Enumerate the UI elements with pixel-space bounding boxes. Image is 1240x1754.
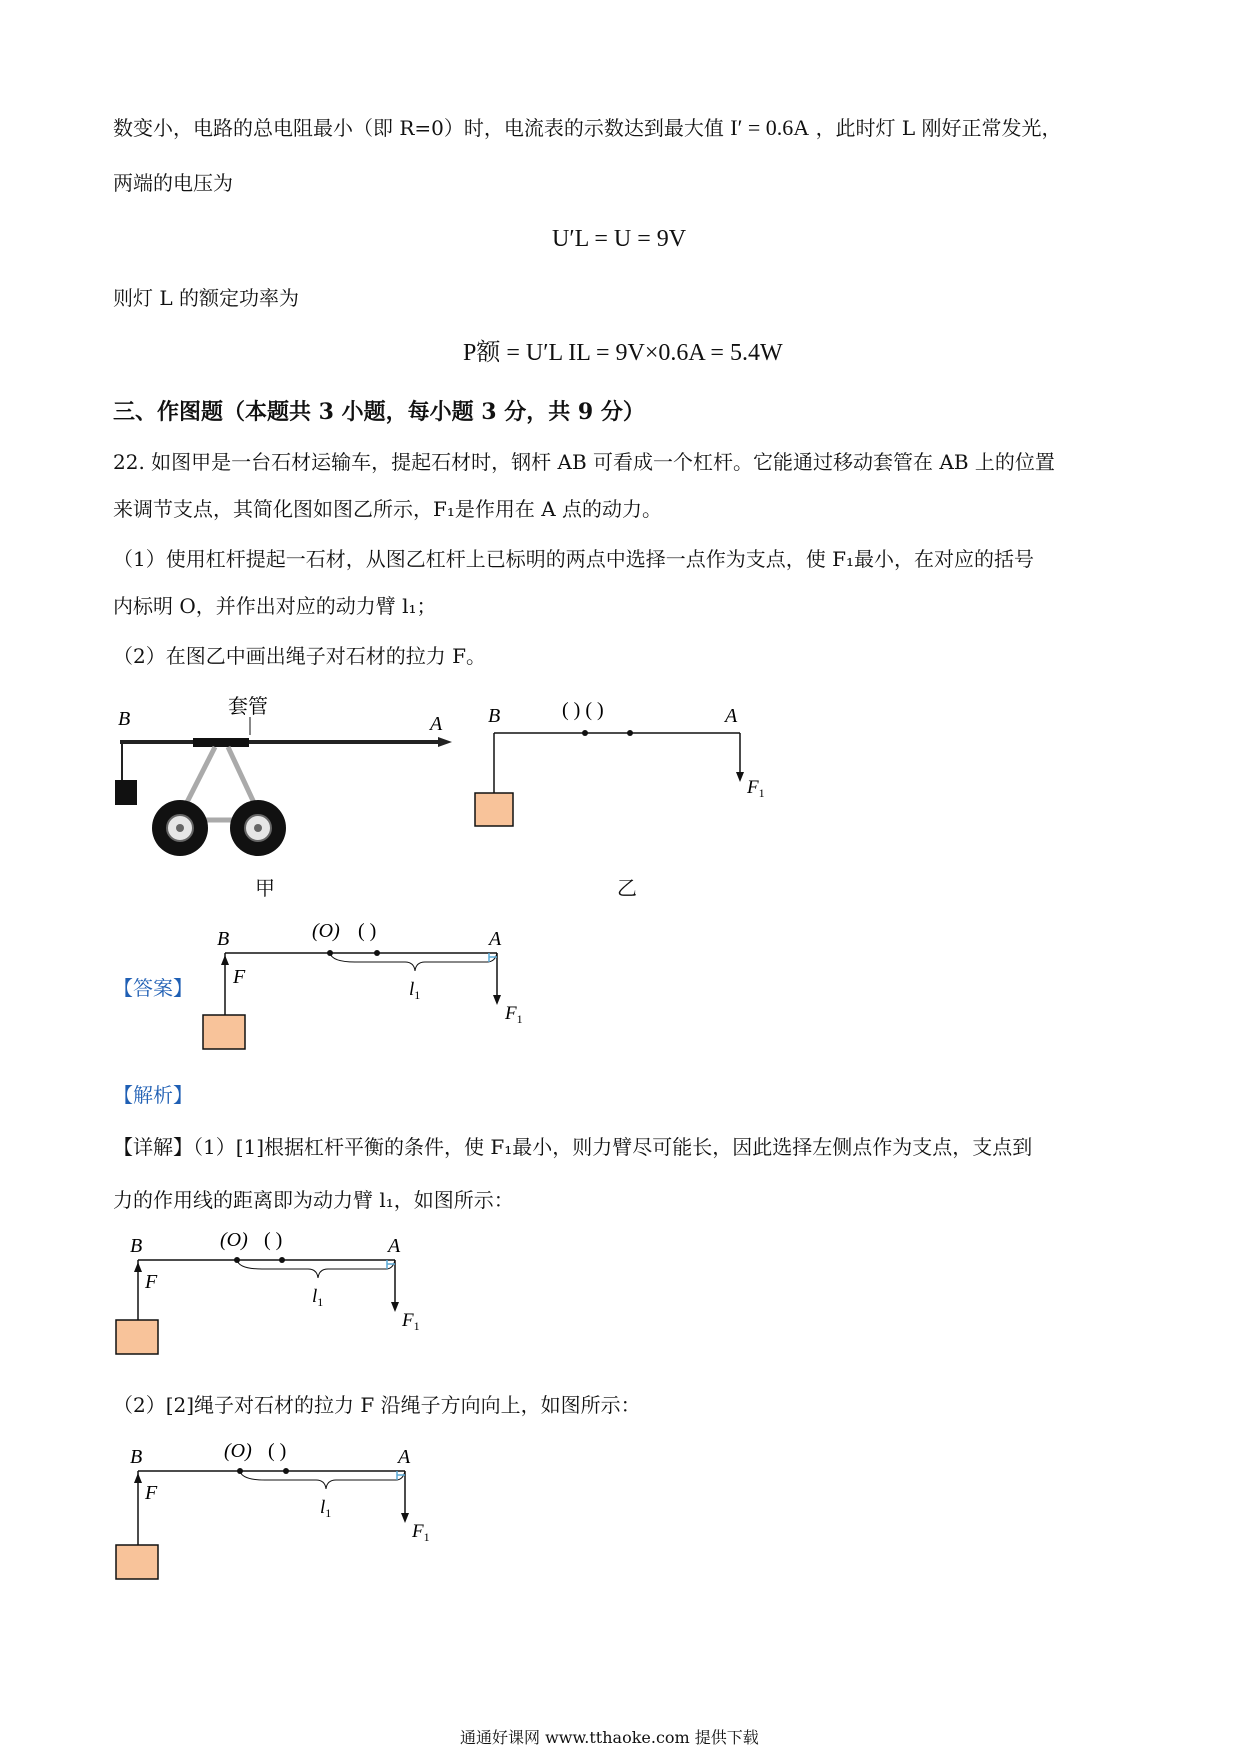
- question-22-part-1-line-2: 内标明 O，并作出对应的动力臂 l₁；: [113, 594, 437, 618]
- stone-block: [116, 1320, 158, 1354]
- answer-tag: 【答案】: [113, 976, 193, 1000]
- other-point: [283, 1468, 289, 1474]
- force-f-arrowhead: [134, 1473, 142, 1483]
- arm-brace: [330, 953, 497, 971]
- para-text-1: 数变小，电路的总电阻最小（即 R=0）时，电流表的示数达到最大值 I′ = 0.6A ，此时灯 L 刚好正常发光，: [113, 115, 1062, 140]
- current-value: I′ = 0.6A: [730, 115, 810, 140]
- label-b: B: [488, 705, 501, 727]
- arm-brace: [237, 1260, 395, 1278]
- force-f1-arrowhead: [736, 772, 744, 782]
- sleeve: [193, 738, 249, 747]
- caption-jia: 甲: [255, 876, 275, 900]
- question-22-line-1: 22. 如图甲是一台石材运输车，提起石材时，钢杆 AB 可看成一个杠杆。它能通过移动套管在 AB 上的位置: [113, 450, 1055, 474]
- question-22-part-1-line-1: （1）使用杠杆提起一石材，从图乙杠杆上已标明的两点中选择一点作为支点，使 F₁最小，在对应的括号: [113, 547, 1034, 571]
- force-f1-arrowhead: [401, 1513, 409, 1523]
- fulcrum-brackets: ( ) ( ): [562, 699, 604, 721]
- detail-line-2: 力的作用线的距离即为动力臂 l₁，如图所示：: [113, 1188, 514, 1212]
- equation-voltage: U′L = U = 9V: [552, 226, 687, 252]
- point-left: [582, 730, 588, 736]
- label-f: F: [145, 1271, 158, 1293]
- other-point: [279, 1257, 285, 1263]
- label-empty-bracket: ( ): [358, 920, 377, 942]
- force-f1-arrowhead: [391, 1302, 399, 1312]
- question-22-part-2: （2）在图乙中画出绳子对石材的拉力 F。: [113, 644, 486, 668]
- caption-yi: 乙: [617, 876, 637, 900]
- label-b: B: [130, 1235, 143, 1257]
- label-o: (O): [220, 1229, 248, 1251]
- other-point: [374, 950, 380, 956]
- force-f-arrowhead: [221, 955, 229, 965]
- detail-figure-1: [112, 1228, 442, 1378]
- label-b: B: [130, 1446, 143, 1468]
- label-f1: $F_1$: [402, 1310, 420, 1333]
- para-text-3: 则灯 L 的额定功率为: [113, 286, 299, 310]
- right-wheel: [230, 800, 286, 856]
- stone-block: [203, 1015, 245, 1049]
- detail-line-1: 【详解】（1）[1]根据杠杆平衡的条件，使 F₁最小，则力臂尽可能长，因此选择左侧点作为支点，支点到: [113, 1135, 1033, 1159]
- point-right: [627, 730, 633, 736]
- detail-figure-2: [112, 1435, 442, 1585]
- label-a: A: [489, 928, 502, 950]
- left-wheel: [152, 800, 208, 856]
- label-l1: $l_1$: [320, 1497, 332, 1520]
- label-sleeve: 套管: [228, 696, 268, 718]
- answer-figure: [195, 915, 525, 1065]
- label-f1: $F_1$: [505, 1003, 523, 1026]
- label-a: A: [430, 713, 443, 735]
- section-heading: 三、作图题（本题共 3 小题，每小题 3 分，共 9 分）: [113, 399, 645, 425]
- detail-part-2: （2）[2]绳子对石材的拉力 F 沿绳子方向向上，如图所示：: [113, 1393, 641, 1417]
- analysis-tag: 【解析】: [113, 1083, 193, 1107]
- label-b: B: [118, 708, 131, 730]
- footer-text: 通通好课网 www.tthaoke.com 提供下载: [460, 1728, 759, 1747]
- label-o: (O): [312, 920, 340, 942]
- label-empty-bracket: ( ): [268, 1440, 287, 1462]
- question-22-line-2: 来调节支点，其简化图如图乙所示，F₁是作用在 A 点的动力。: [113, 497, 663, 521]
- stone-block: [116, 1545, 158, 1579]
- label-o: (O): [224, 1440, 252, 1462]
- equation-power: P额 = U′L IL = 9V×0.6A = 5.4W: [463, 340, 783, 366]
- label-l1: $l_1$: [409, 979, 421, 1002]
- label-a: A: [388, 1235, 401, 1257]
- label-l1: $l_1$: [312, 1286, 324, 1309]
- label-b: B: [217, 928, 230, 950]
- label-f1: $F_1$: [412, 1521, 430, 1544]
- label-f: F: [233, 966, 246, 988]
- para-text-2: 两端的电压为: [113, 171, 233, 195]
- stone-block: [115, 780, 137, 805]
- fulcrum-point: [237, 1468, 243, 1474]
- label-f: F: [145, 1482, 158, 1504]
- fulcrum-point: [234, 1257, 240, 1263]
- force-f-arrowhead: [134, 1262, 142, 1272]
- label-a: A: [725, 705, 738, 727]
- label-f1: $F_1$: [747, 777, 765, 800]
- stone-block: [475, 793, 513, 826]
- figure-jia-cart: [100, 685, 470, 895]
- figure-yi-lever: [470, 700, 800, 845]
- label-empty-bracket: ( ): [264, 1229, 283, 1251]
- rod-tip: [438, 737, 452, 747]
- force-f1-arrowhead: [493, 995, 501, 1005]
- label-a: A: [398, 1446, 411, 1468]
- arm-brace: [240, 1471, 405, 1489]
